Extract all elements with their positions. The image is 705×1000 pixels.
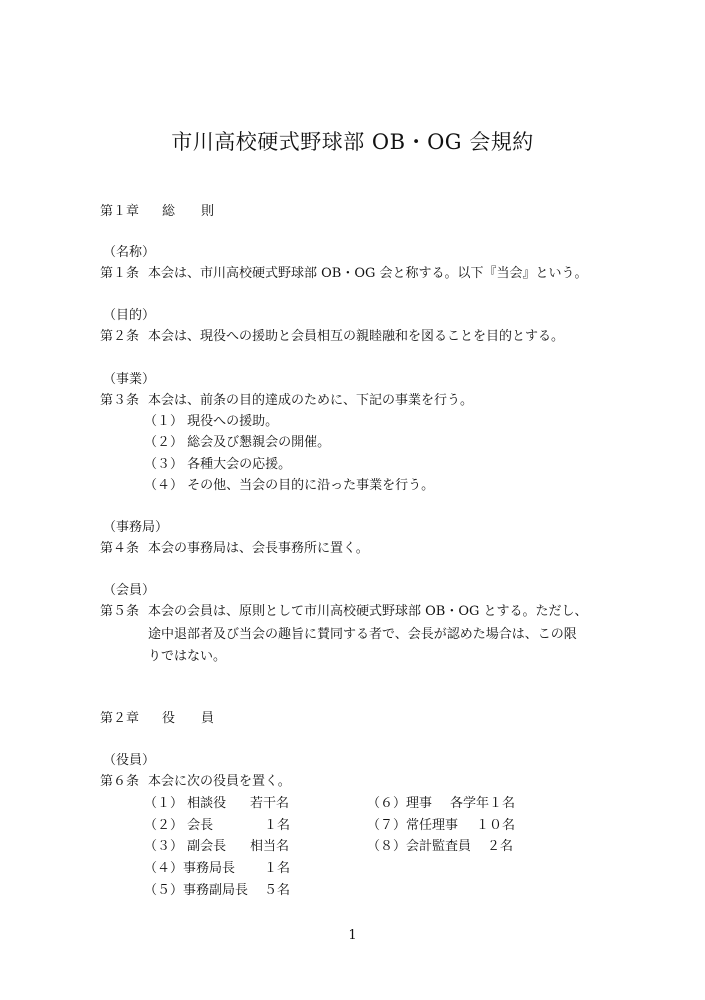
article3-item: （２） 総会及び懇親会の開催。 xyxy=(144,435,331,450)
officer-role: （１） 相談役 xyxy=(144,796,227,811)
officer-role: （６）理事 xyxy=(367,796,433,811)
article3-item: （３） 各種大会の応援。 xyxy=(144,457,292,472)
officer-role: （７）常任理事 xyxy=(367,818,459,833)
article6-number: 第６条 xyxy=(100,774,140,789)
article3-item: （１） 現役への援助。 xyxy=(144,414,279,429)
chapter1-number: 第１章 xyxy=(100,204,140,219)
officer-role: （３） 副会長 xyxy=(144,839,227,854)
officer-count: 若干名 xyxy=(250,796,290,811)
officer-role: （５）事務副局長 xyxy=(144,883,249,898)
article5-heading: （会員） xyxy=(103,583,156,598)
article6-text: 本会に次の役員を置く。 xyxy=(148,774,291,789)
article4-text: 本会の事務局は、会長事務所に置く。 xyxy=(148,541,369,556)
article1-number: 第１条 xyxy=(100,266,140,281)
officer-count: ２名 xyxy=(487,839,514,854)
officer-role: （４）事務局長 xyxy=(144,861,236,876)
document-title: 市川高校硬式野球部 OB・OG 会規約 xyxy=(171,130,534,154)
chapter2-number: 第２章 xyxy=(100,711,140,726)
officer-count: 相当名 xyxy=(250,839,290,854)
officer-role: （８）会計監査員 xyxy=(367,839,472,854)
officer-role: （２） 会長 xyxy=(144,818,214,833)
article1-text: 本会は、市川高校硬式野球部 OB・OG 会と称する。以下『当会』という。 xyxy=(148,266,588,281)
officer-count: １０名 xyxy=(476,818,516,833)
officer-count: 各学年１名 xyxy=(450,796,516,811)
article4-number: 第４条 xyxy=(100,541,140,556)
officer-count: １名 xyxy=(264,818,291,833)
article2-number: 第２条 xyxy=(100,329,140,344)
officer-count: ５名 xyxy=(264,883,291,898)
article3-item: （４） その他、当会の目的に沿った事業を行う。 xyxy=(144,478,435,493)
article1-heading: （名称） xyxy=(103,245,156,260)
page-number: 1 xyxy=(348,928,357,943)
article3-heading: （事業） xyxy=(103,372,156,387)
article3-number: 第３条 xyxy=(100,393,140,408)
chapter2-name: 役 員 xyxy=(162,711,215,726)
article4-heading: （事務局） xyxy=(103,520,169,535)
chapter1-name: 総 則 xyxy=(162,204,215,219)
article2-text: 本会は、現役への援助と会員相互の親睦融和を図ることを目的とする。 xyxy=(148,329,565,344)
article5-line: 本会の会員は、原則として市川高校硬式野球部 OB・OG とする。ただし、 xyxy=(148,604,588,619)
article6-heading: （役員） xyxy=(103,753,156,768)
article5-number: 第５条 xyxy=(100,604,140,619)
article3-text: 本会は、前条の目的達成のために、下記の事業を行う。 xyxy=(148,393,474,408)
article5-line: 途中退部者及び当会の趣旨に賛同する者で、会長が認めた場合は、この限 xyxy=(148,627,577,642)
article5-line: りではない。 xyxy=(148,649,227,664)
officer-count: １名 xyxy=(264,861,291,876)
article2-heading: （目的） xyxy=(103,308,156,323)
